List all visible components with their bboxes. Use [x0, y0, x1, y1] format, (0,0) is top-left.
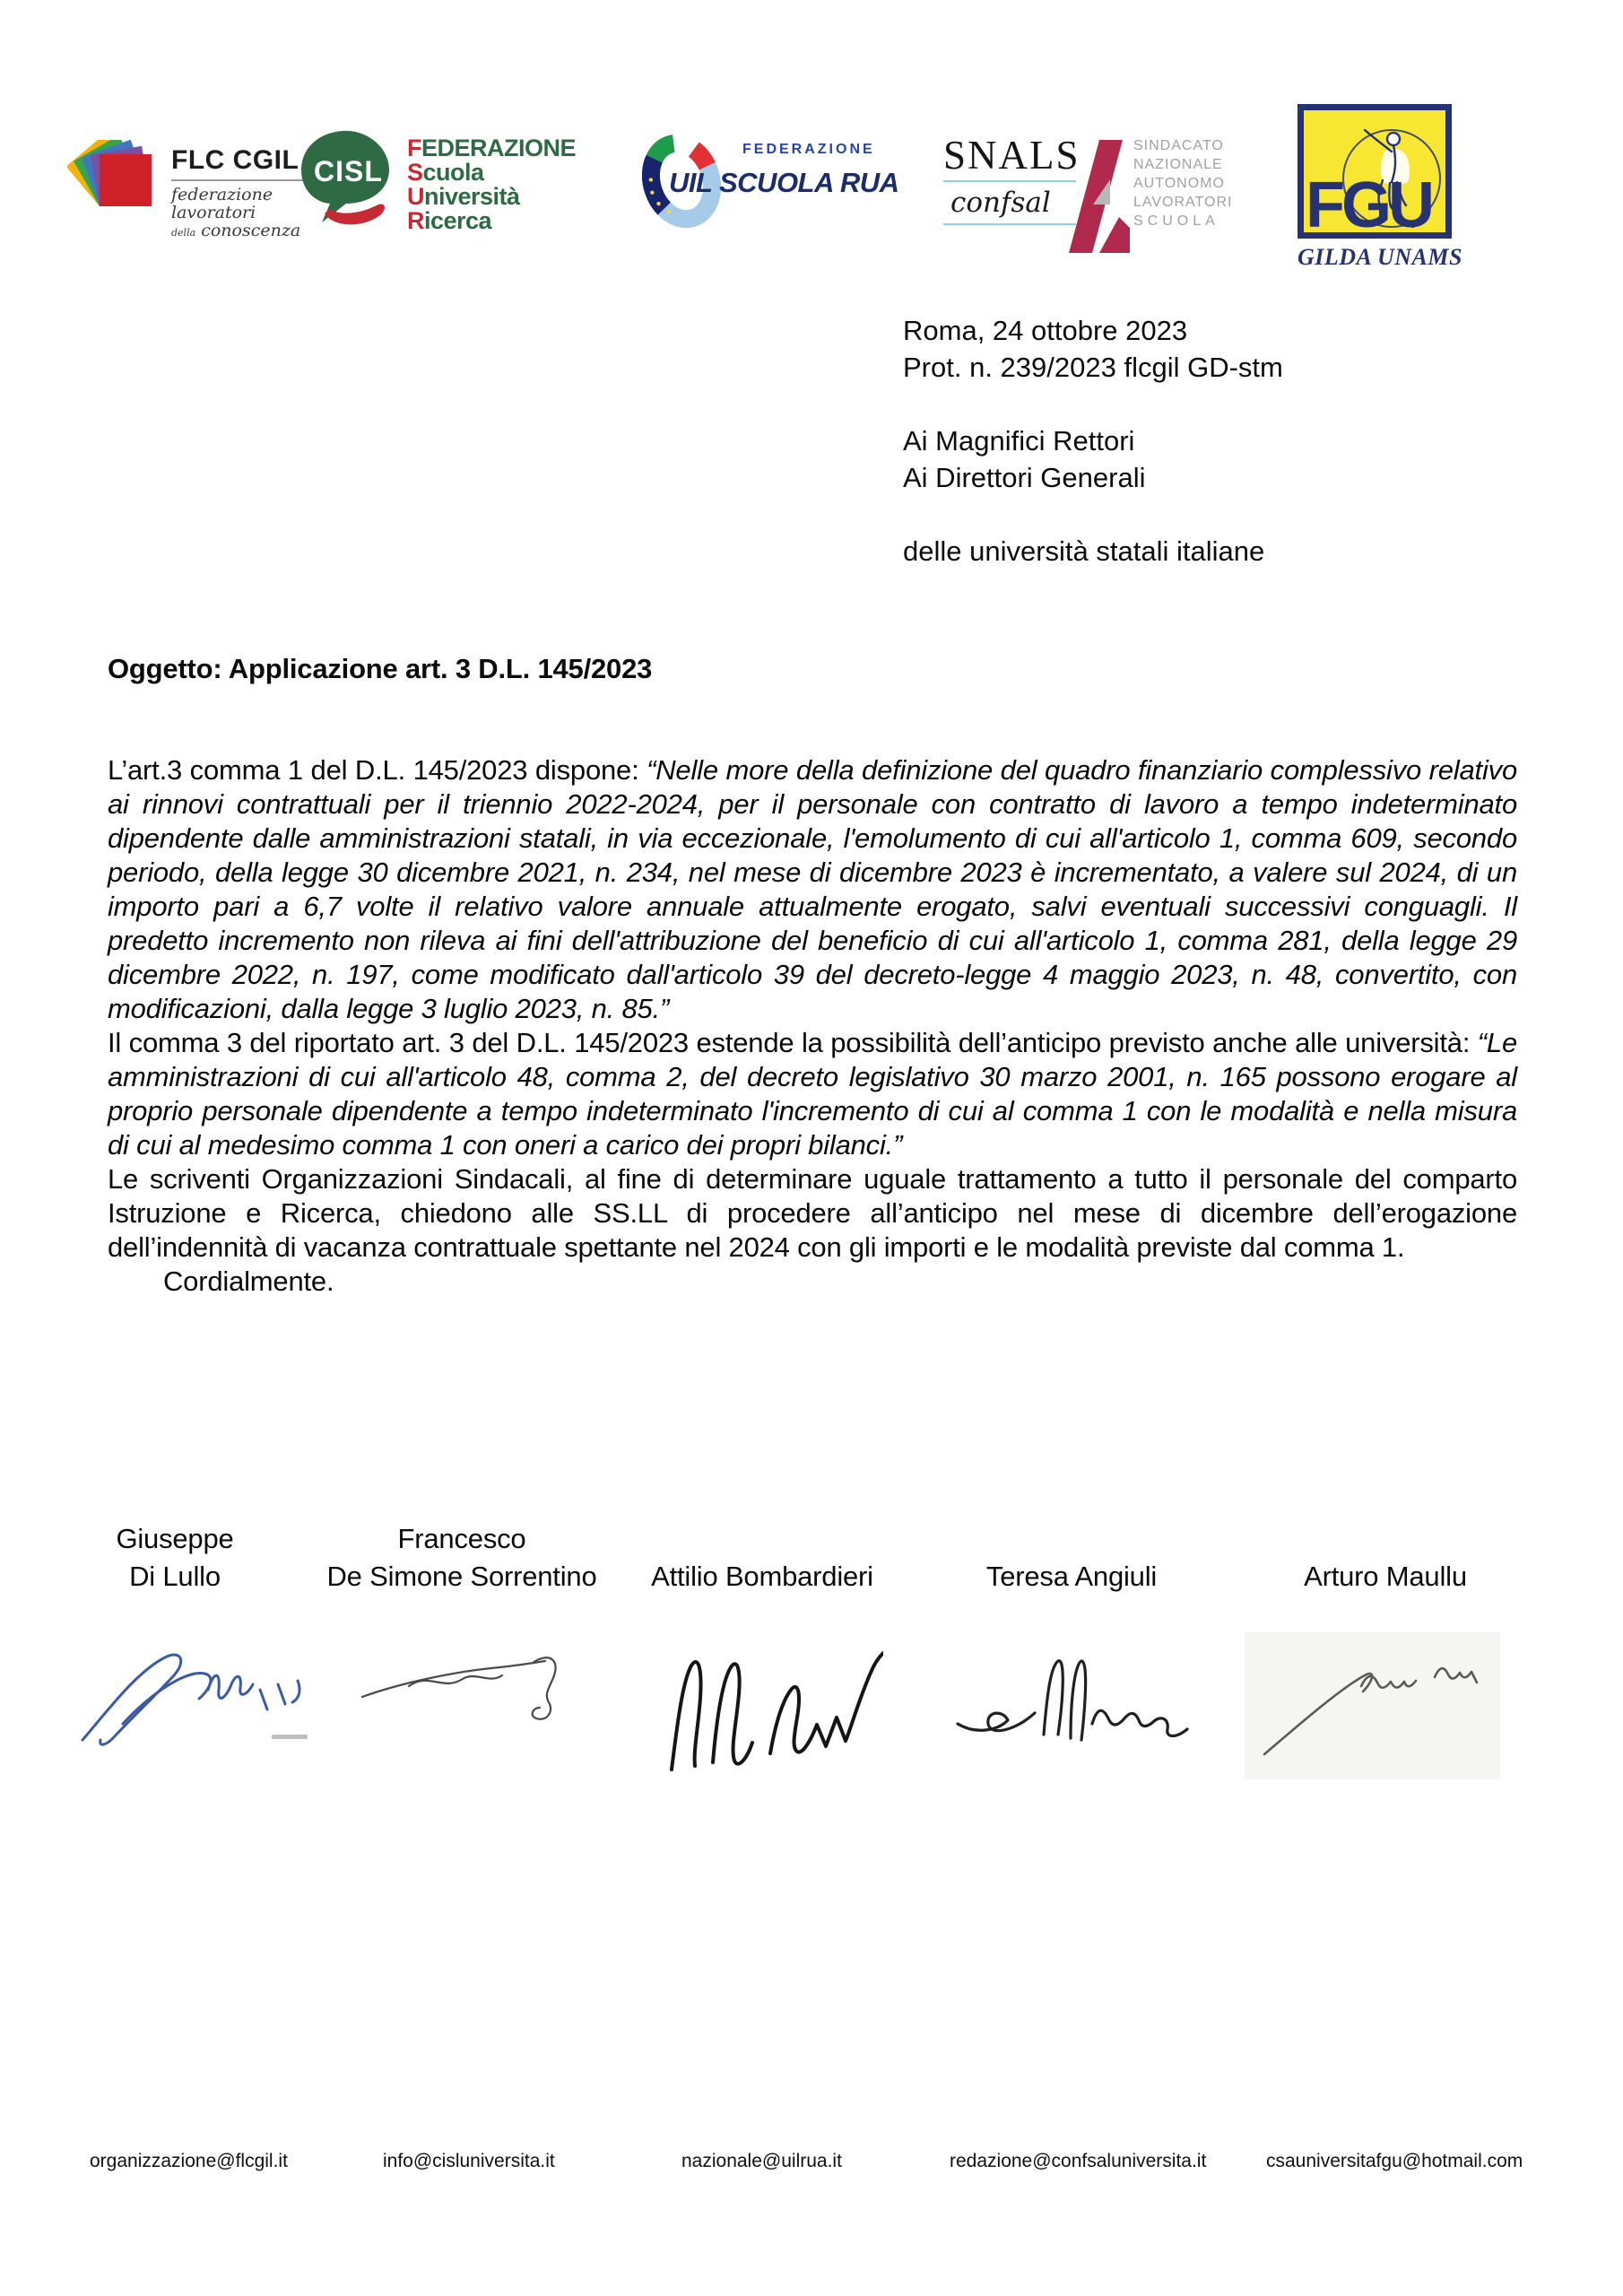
signer-name-3: Attilio Bombardieri: [651, 1561, 873, 1592]
signer-name-2: Francesco De Simone Sorrentino: [326, 1523, 597, 1592]
flc-cgil-subtitle-2: lavoratori: [171, 203, 256, 222]
paragraph-3: Le scriventi Organizzazioni Sindacali, al fine di determinare uguale trattamento a tutto il personale del comparto Istruzione e Ricerca, chiedono alle SS.LL di procedere all’anticipo nel mese di dicembre dell’erogazione dell’indennità di vacanza contrattuale spettante nel 2024 con gli importi e le modalità previste dal comma 1.: [108, 1163, 1517, 1263]
signature-de-simone-sorrentino: [357, 1639, 572, 1752]
addressee-2: Ai Direttori Generali: [903, 462, 1146, 493]
paragraph-2: Il comma 3 del riportato art. 3 del D.L. 145/2023 estende la possibilità dell’anticipo previsto anche alle università: “Le amministrazioni di cui all'articolo 48, comma 2, del decreto legislativo 30 marzo 2001, n. 165 possono erogare al proprio personale dipendente a tempo indeterminato l'incremento di cui al comma 1 con le modalità e nella misura di cui al medesimo comma 1 con oneri a carico dei propri bilanci.”: [108, 1027, 1517, 1161]
paragraph-1: L’art.3 comma 1 del D.L. 145/2023 dispone: “Nelle more della definizione del quadro finanziario complessivo relativo ai rinnovi contrattuali per il triennio 2022-2024, per il personale con contratto di lavoro a tempo indeterminato dipendente dalle amministrazioni statali, in via eccezionale, l'emolumento di cui all'articolo 1, comma 609, secondo periodo, della legge 30 dicembre 2021, n. 234, nel mese di dicembre 2023 è incrementato, a valere sul 2024, di un importo pari a 6,7 volte il relativo valore annuale attualmente erogato, salvi eventuali successivi conguagli. Il predetto incremento non rileva ai fini dell'attribuzione del beneficio di cui all'articolo 1, comma 281, della legge 29 dicembre 2022, n. 197, come modificato dall'articolo 39 del decreto-legge 4 maggio 2023, n. 48, convertito, con modificazioni, dalla legge 3 luglio 2023, n. 85.”: [108, 754, 1517, 1024]
logo-flc-cgil: [67, 140, 306, 242]
logo-cisl: [292, 126, 576, 239]
flc-cgil-title: FLC CGIL: [171, 145, 299, 175]
cisl-bubble-icon: [292, 126, 398, 239]
snals-ribbon-icon: [1063, 135, 1137, 261]
fgu-acronym: FGU: [1306, 170, 1431, 241]
svg-text:CISL: CISL: [314, 155, 383, 187]
logo-snals-confsal: [943, 133, 1081, 230]
footer-email-flcgil: organizzazione@flcgil.it: [90, 2151, 288, 2171]
uil-title: UIL SCUOLA RUA: [669, 167, 899, 198]
logo-fgu: [1298, 104, 1452, 239]
footer-email-fgu: csauniversitafgu@hotmail.com: [1266, 2151, 1523, 2171]
snals-rule-top: [943, 180, 1076, 182]
signature-angiuli: [950, 1641, 1193, 1780]
protocol-number: Prot. n. 239/2023 flcgil GD-stm: [903, 352, 1283, 383]
footer-email-cisl: info@cisluniversita.it: [383, 2151, 555, 2171]
closing-line: Cordialmente.: [163, 1265, 334, 1297]
quoted-law-text-2: “Le amministrazioni di cui all'articolo 48, comma 2, del decreto legislativo 30 marzo 2001, n. 165 possono erogare al proprio personale dipendente a tempo indeterminato l'incremento di cui al comma 1 con le modalità e nella misura di cui al medesimo comma 1 con oneri a carico dei propri bilanci.”: [108, 1027, 1517, 1161]
signature-bombardieri: [659, 1646, 883, 1785]
subject-line: Oggetto: Applicazione art. 3 D.L. 145/2023: [108, 653, 653, 684]
snals-title: SNALS: [943, 133, 1081, 178]
signature-maullu-scan-box: [1245, 1632, 1500, 1779]
flc-cgil-fan-icon: [67, 140, 159, 242]
footer-email-uilrua: nazionale@uilrua.it: [681, 2151, 842, 2171]
addressee-org: delle università statali italiane: [903, 535, 1265, 567]
quoted-law-text-1: “Nelle more della definizione del quadro finanziario complessivo relativo ai rinnovi contrattuali per il triennio 2022-2024, per il personale con contratto di lavoro a tempo indeterminato dipendente dalle amministrazioni statali, in via eccezionale, l'emolumento di cui all'articolo 1, comma 609, secondo periodo, della legge 30 dicembre 2021, n. 234, nel mese di dicembre 2023 è incrementato, a valere sul 2024, di un importo pari a 6,7 volte il relativo valore annuale attualmente erogato, salvi eventuali successivi conguagli. Il predetto incremento non rileva ai fini dell'attribuzione del beneficio di cui all'articolo 1, comma 281, della legge 29 dicembre 2022, n. 197, come modificato dall'articolo 39 del decreto-legge 4 maggio 2023, n. 48, convertito, con modificazioni, dalla legge 3 luglio 2023, n. 85.”: [108, 754, 1517, 1024]
signer-name-5: Arturo Maullu: [1304, 1561, 1467, 1592]
letter-head-block: [903, 312, 1283, 570]
uil-federazione-label: FEDERAZIONE: [742, 142, 875, 157]
flc-cgil-rule: [171, 179, 306, 181]
letter-body: [108, 753, 1517, 1299]
flc-cgil-subtitle-3: della conoscenza: [171, 221, 301, 240]
addressee-1: Ai Magnifici Rettori: [903, 425, 1135, 457]
footer-email-confsal: redazione@confsaluniversita.it: [950, 2151, 1207, 2171]
signer-name-1: Giuseppe Di Lullo: [116, 1523, 234, 1592]
flc-cgil-subtitle-1: federazione: [171, 185, 273, 204]
signature-fine-print: [272, 1735, 308, 1739]
snals-rule-bottom: [943, 223, 1076, 225]
snals-side-text: SINDACATO NAZIONALE AUTONOMO LAVORATORI SCUOLA: [1133, 138, 1233, 229]
place-date: Roma, 24 ottobre 2023: [903, 315, 1188, 346]
signer-name-4: Teresa Angiuli: [985, 1561, 1158, 1592]
signature-di-lullo: [74, 1634, 316, 1764]
fgu-gilda-unams-title: GILDA UNAMS: [1298, 244, 1462, 270]
snals-confsal-script: confsal: [950, 187, 1051, 219]
cisl-wordmark: FEDERAZIONE Scuola Università Ricerca: [407, 135, 577, 234]
